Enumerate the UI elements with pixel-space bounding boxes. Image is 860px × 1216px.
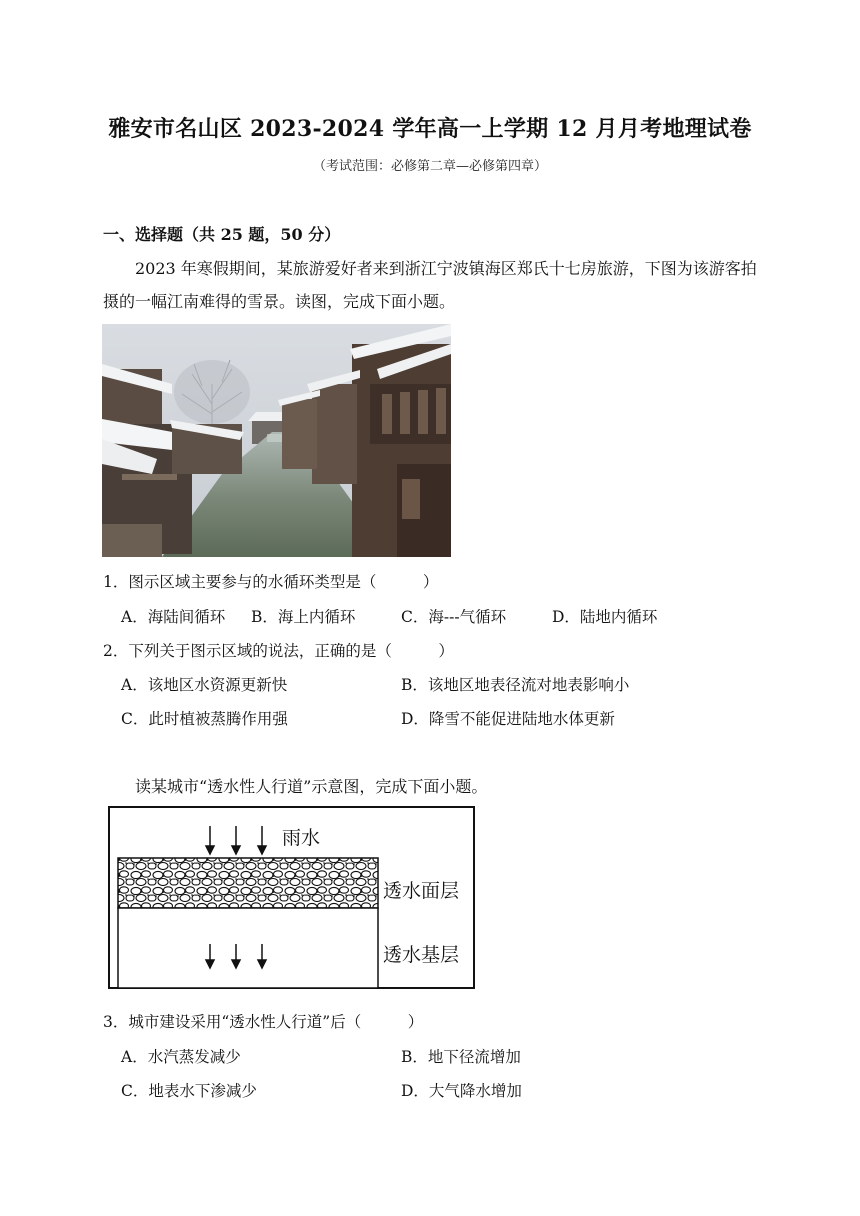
intro-paragraph-sidewalk: 读某城市“透水性人行道”示意图，完成下面小题。: [135, 777, 488, 796]
q2-option-c: C．此时植被蒸腾作用强: [121, 710, 288, 728]
rain-label: 雨水: [282, 827, 321, 849]
exam-subtitle: （考试范围：必修第二章—必修第四章）: [312, 159, 547, 174]
q1-option-c: C．海---气循环: [401, 608, 507, 626]
exam-title: 雅安市名山区 2023-2024 学年高一上学期 12 月月考地理试卷: [108, 116, 752, 142]
surface-layer-label: 透水面层: [383, 880, 460, 902]
q1-option-a: A．海陆间循环: [121, 608, 226, 626]
q1-option-d: D．陆地内循环: [552, 608, 658, 626]
q1-option-b: B．海上内循环: [251, 608, 356, 626]
q3-option-b: B．地下径流增加: [401, 1048, 521, 1066]
snow-scene-photo: [102, 324, 451, 557]
permeable-sidewalk-diagram: [108, 806, 476, 990]
intro-paragraph-snow: 2023 年寒假期间，某旅游爱好者来到浙江宁波镇海区郑氏十七房旅游，下图为该游客拍摄的一幅江南难得的雪景。读图，完成下面小题。: [103, 259, 757, 311]
q3-option-d: D．大气降水增加: [401, 1082, 522, 1100]
question-1-stem: 1．图示区域主要参与的水循环类型是（ ）: [103, 573, 439, 591]
question-2-stem: 2．下列关于图示区域的说法，正确的是（ ）: [103, 642, 454, 660]
q2-option-a: A．该地区水资源更新快: [121, 676, 288, 694]
question-3-stem: 3．城市建设采用“透水性人行道”后（ ）: [103, 1013, 424, 1031]
section-heading: 一、选择题（共 25 题，50 分）: [103, 225, 341, 244]
q3-option-a: A．水汽蒸发减少: [121, 1048, 241, 1066]
base-layer-label: 透水基层: [383, 944, 460, 966]
q3-option-c: C．地表水下渗减少: [121, 1082, 257, 1100]
q2-option-d: D．降雪不能促进陆地水体更新: [401, 710, 615, 728]
q2-option-b: B．该地区地表径流对地表影响小: [401, 676, 630, 694]
